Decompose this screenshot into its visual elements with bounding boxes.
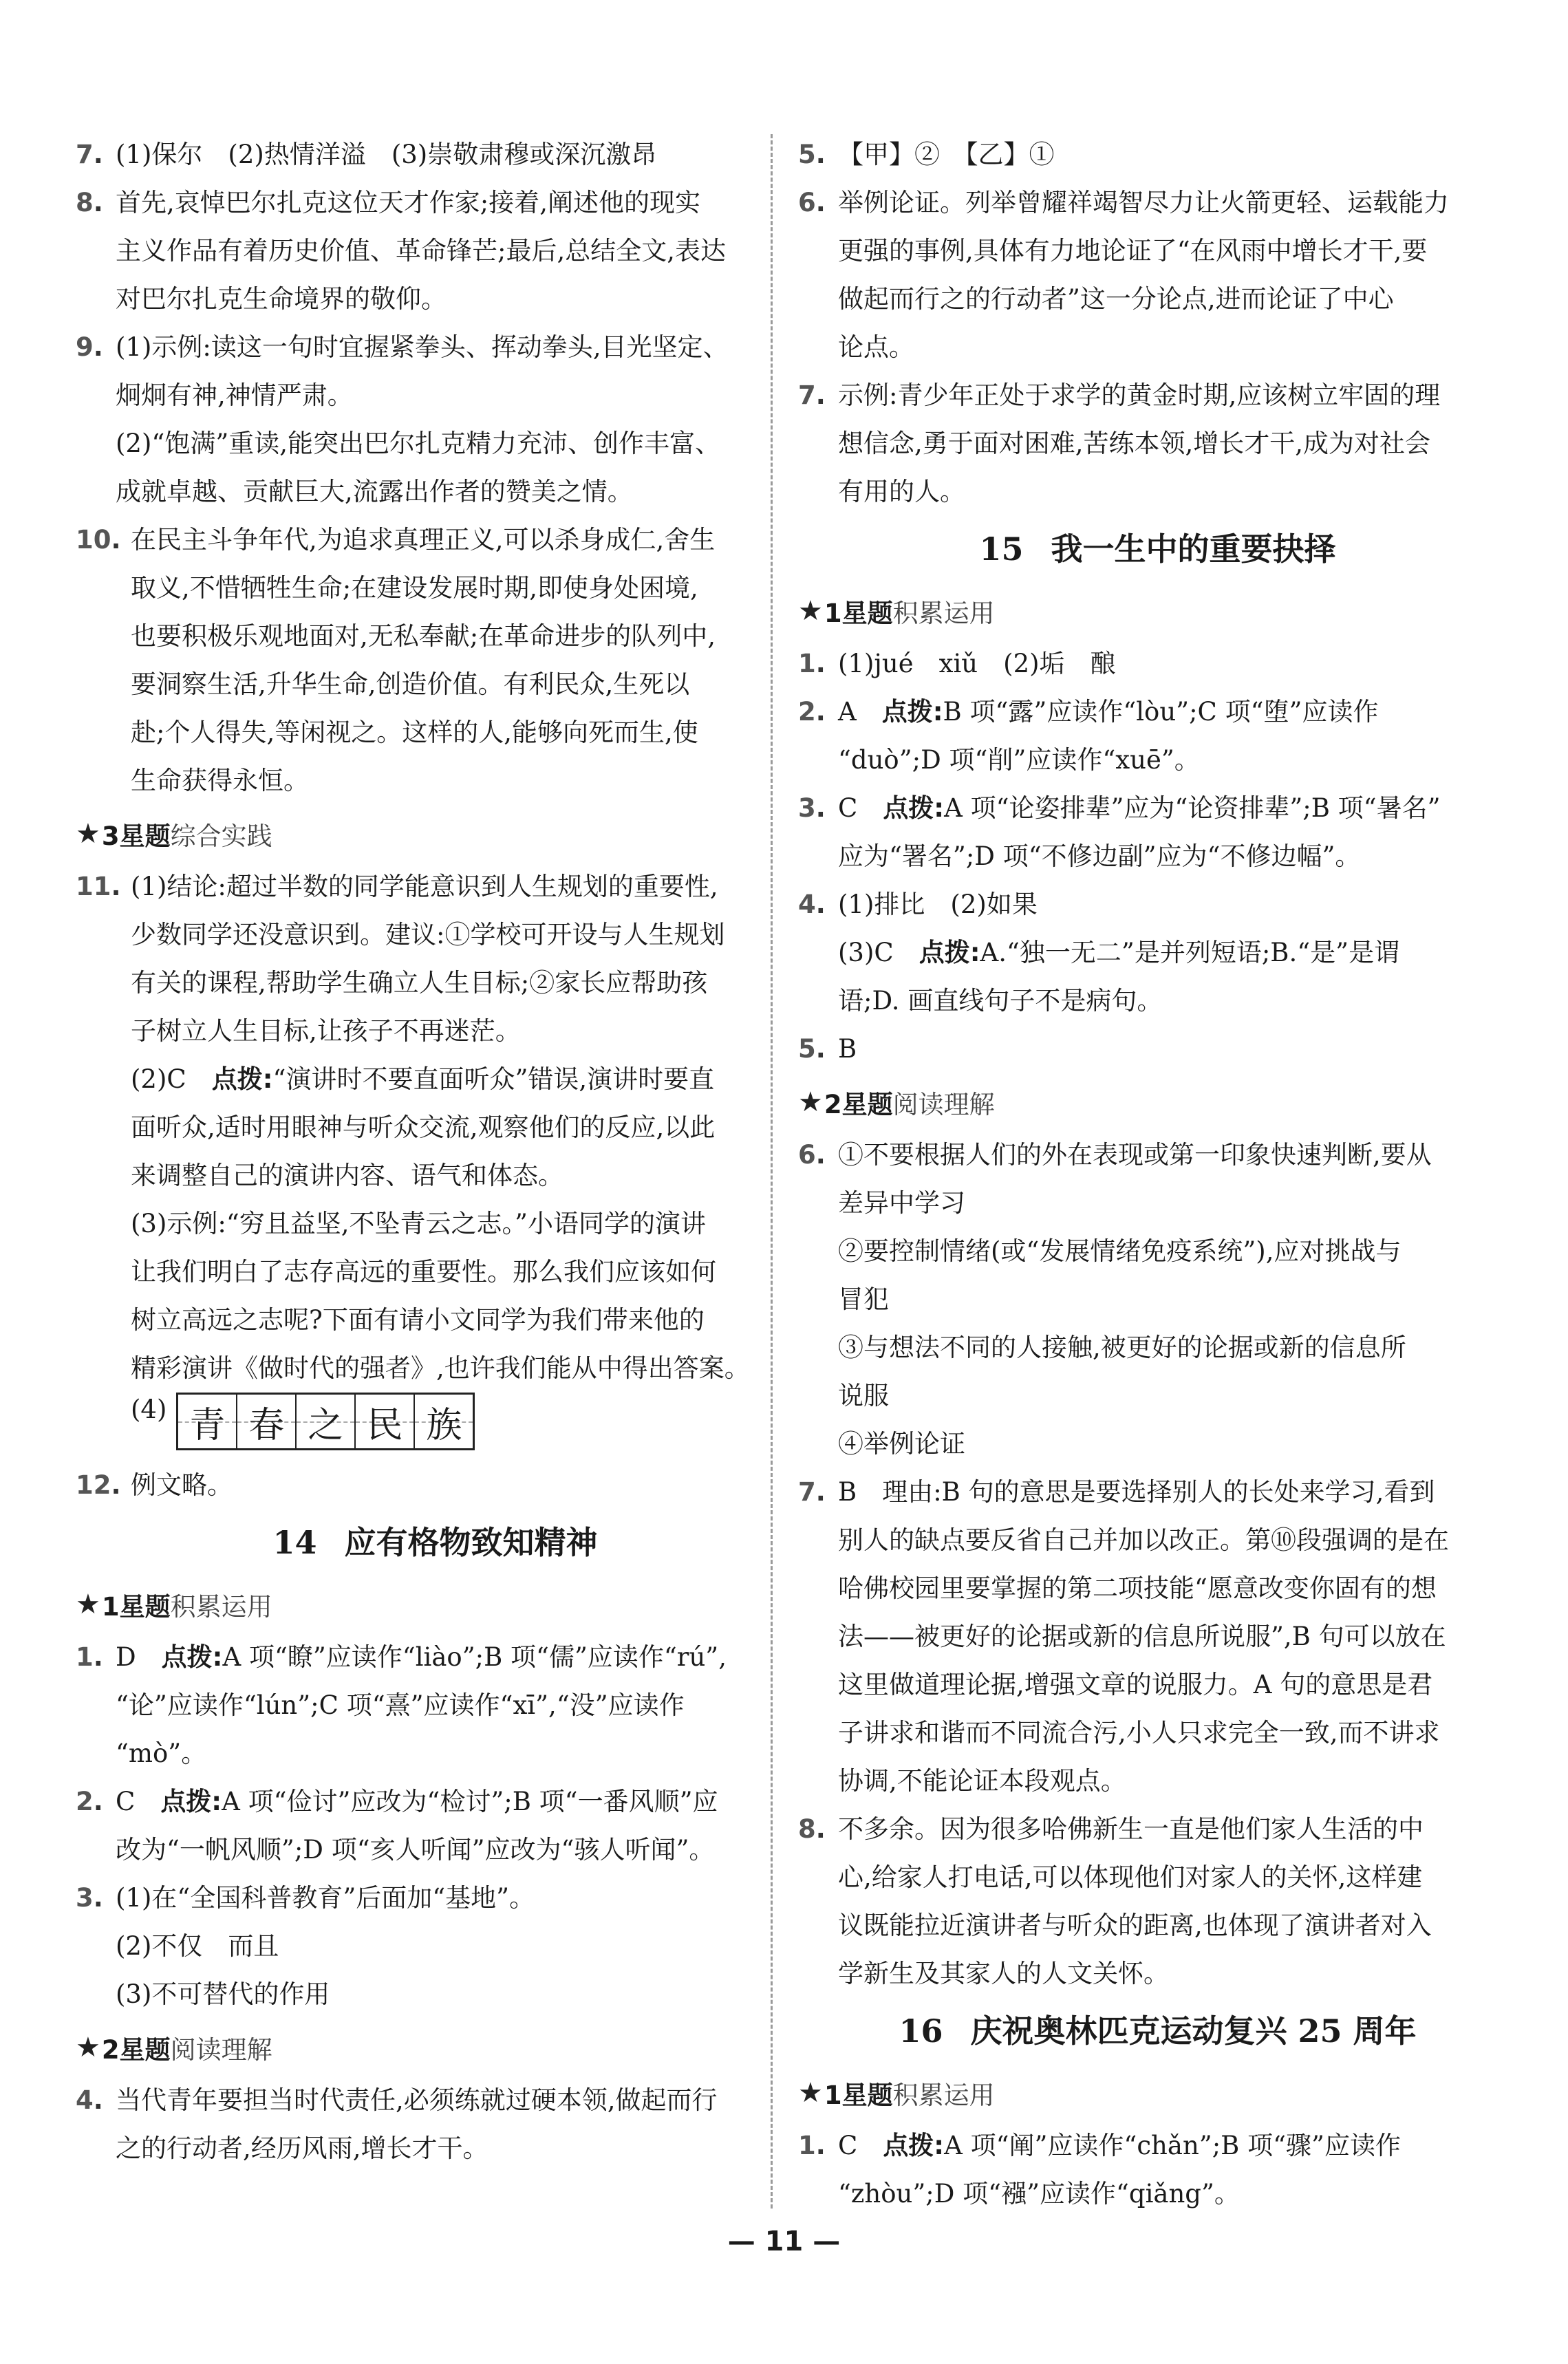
chapter-14-title: 14 应有格物致知精神 <box>272 1524 598 1561</box>
ch14-answer-7: 7. 示例:青少年正处于求学的黄金时期,应该树立牢固的理 想信念,勇于面对困难,苦练本领,增长才干,成为对社会 有用的人。 <box>798 380 1441 506</box>
section-header-3star: ★ 3星题 综合实践 <box>76 818 272 851</box>
ch14-answer-2: 2. C 点拨:A 项“俭讨”应改为“检讨”;B 项“一番风顺”应 改为“一帆风顺”;D 项“亥人听闻”应改为“骇人听闻”。 <box>76 1787 718 1865</box>
grid-cell: 春 <box>237 1395 297 1448</box>
answer-10: 10. 在民主斗争年代,为追求真理正义,可以杀身成仁,舍生 取义,不惜牺牲生命;在建设发展时期,即使身处困境, 也要积极乐观地面对,无私奉献;在革命进步的队列中, 要洞察生活,升华生命,创造价值。有利民众,生死以 赴;个人得失,等闲视之。这样的人,能够向死而生,使 生命获得永恒。 <box>76 525 716 795</box>
star-icon: ★ <box>798 2077 823 2109</box>
star-icon: ★ <box>76 2032 100 2063</box>
ch15-answer-5: 5. B <box>798 1034 857 1064</box>
ch14-answer-4: 4. 当代青年要担当时代责任,必须练就过硬本领,做起而行 之的行动者,经历风雨,增长才干。 <box>76 2085 718 2163</box>
grid-cell: 族 <box>415 1395 473 1448</box>
left-column <box>76 131 795 2173</box>
ch15-answer-6: 6. ①不要根据人们的外在表现或第一印象快速判断,要从 差异中学习 ②要控制情绪(或“发展情绪免疫系统”),应对挑战与 冒犯 ③与想法不同的人接触,被更好的论据或新的信息所 说服 ④举例论证 <box>798 1140 1432 1459</box>
ch15-answer-1: 1. (1)jué xiǔ (2)垢 酿 <box>798 649 1116 678</box>
ch15-answer-3: 3. C 点拨:A 项“论姿排辈”应为“论资排辈”;B 项“暑名” 应为“署名”;D 项“不修边副”应为“不修边幅”。 <box>798 793 1441 871</box>
answer-9: 9. (1)示例:读这一句时宜握紧拳头、挥动拳头,目光坚定、 炯炯有神,神情严肃。 (2)“饱满”重读,能突出巴尔扎克精力充沛、创作丰富、 成就卓越、贡献巨大,流露出作者的赞美之情。 <box>76 332 729 506</box>
ch15-answer-4: 4. (1)排比 (2)如果 (3)C 点拨:A.“独一无二”是并列短语;B.“是”是谓 语;D. 画直线句子不是病句。 <box>798 890 1400 1016</box>
ch14-answer-6: 6. 举例论证。列举曾耀祥竭智尽力让火箭更轻、运载能力 更强的事例,具体有力地论证了“在风雨中增长才干,要 做起而行之的行动者”这一分论点,进而论证了中心 论点。 <box>798 188 1449 362</box>
answer-11-2: (2)C 点拨:“演讲时不要直面听众”错误,演讲时要直 面听众,适时用眼神与听众交流,观察他们的反应,以此 来调整自己的演讲内容、语气和体态。 <box>131 1064 716 1190</box>
star-icon: ★ <box>798 595 823 627</box>
answer-11-3: (3)示例:“穷且益坚,不坠青云之志。”小语同学的演讲 让我们明白了志存高远的重要性。那么我们应该如何 树立高远之志呢?下面有请小文同学为我们带来他的 精彩演讲《做时代的强者》,也许我们能从中得出答案。 <box>131 1209 750 1383</box>
star-icon: ★ <box>798 1086 823 1118</box>
answer-11: 11. (1)结论:超过半数的同学能意识到人生规划的重要性, 少数同学还没意识到。建议:①学校可开设与人生规划 有关的课程,帮助学生确立人生目标;②家长应帮助孩 子树立人生目标,让孩子不再迷茫。 <box>76 872 725 1046</box>
section-header-2star: ★ 2星题 阅读理解 <box>76 2032 272 2065</box>
section-header-1star: ★ 1星题 积累运用 <box>798 2077 995 2110</box>
answer-7: 7. (1)保尔 (2)热情洋溢 (3)崇敬肃穆或深沉激昂 <box>76 140 657 169</box>
ch14-answer-5: 5. 【甲】② 【乙】① <box>798 140 1055 169</box>
right-column <box>798 131 1517 2218</box>
section-header-1star: ★ 1星题 积累运用 <box>76 1589 272 1622</box>
page-number: — 11 — <box>727 2226 841 2257</box>
section-header-1star: ★ 1星题 积累运用 <box>798 595 995 628</box>
ch15-answer-8: 8. 不多余。因为很多哈佛新生一直是他们家人生活的中 心,给家人打电话,可以体现他们对家人的关怀,这样建 议既能拉近演讲者与听众的距离,也体现了演讲者对入 学新生及其家人的人文关怀。 <box>798 1814 1432 1988</box>
ch14-answer-1: 1. D 点拨:A 项“瞭”应读作“liào”;B 项“儒”应读作“rú”, “论”应读作“lún”;C 项“熹”应读作“xī”,“没”应读作 “mò”。 <box>76 1642 727 1768</box>
ch15-answer-7: 7. B 理由:B 句的意思是要选择别人的长处来学习,看到 别人的缺点要反省自己并加以改正。第⑩段强调的是在 哈佛校园里要掌握的第二项技能“愿意改变你固有的想 法——被更好的论据或新的信息所说服”,B 句可以放在 这里做道理论据,增强文章的说服力。A 句的意思是君 子讲求和谐而不同流合污,小人只求完全一致,而不讲求 协调,不能论证本段观点。 <box>798 1477 1449 1796</box>
answer-12: 12. 例文略。 <box>76 1470 233 1500</box>
section-header-2star: ★ 2星题 阅读理解 <box>798 1086 995 1119</box>
ch16-answer-1: 1. C 点拨:A 项“阐”应读作“chǎn”;B 项“骤”应读作 “zhòu”;D 项“襁”应读作“qiǎng”。 <box>798 2131 1401 2209</box>
chapter-16-title: 16 庆祝奥林匹克运动复兴 25 周年 <box>899 2012 1417 2050</box>
ch14-answer-3: 3. (1)在“全国科普教育”后面加“基地”。 (2)不仅 而且 (3)不可替代的作用 <box>76 1883 535 2009</box>
grid-cell: 青 <box>178 1395 237 1448</box>
answer-11-4: (4) 青 春 之 民 族 <box>76 1393 795 1461</box>
ch15-answer-2: 2. A 点拨:B 项“露”应读作“lòu”;C 项“堕”应读作 “duò”;D 项“削”应读作“xuē”。 <box>798 697 1379 775</box>
grid-cell: 民 <box>356 1395 415 1448</box>
calligraphy-grid <box>176 1393 475 1450</box>
grid-cell: 之 <box>297 1395 356 1448</box>
answer-8: 8. 首先,哀悼巴尔扎克这位天才作家;接着,阐述他的现实 主义作品有着历史价值、革命锋芒;最后,总结全文,表达 对巴尔扎克生命境界的敬仰。 <box>76 188 726 314</box>
star-icon: ★ <box>76 818 100 850</box>
chapter-15-title: 15 我一生中的重要抉择 <box>979 530 1336 568</box>
star-icon: ★ <box>76 1589 100 1620</box>
